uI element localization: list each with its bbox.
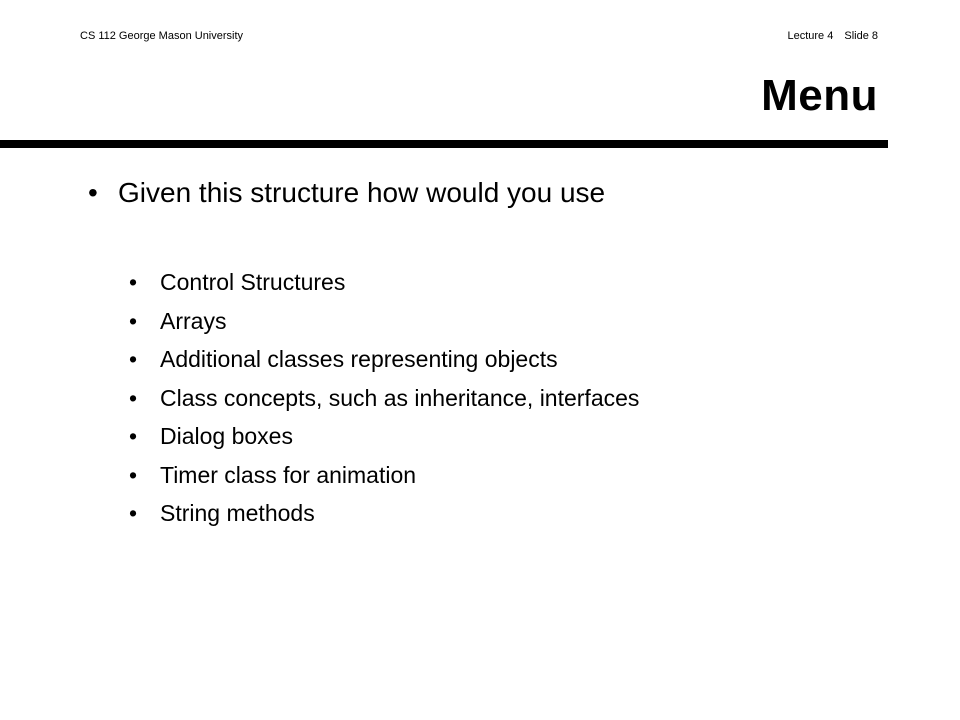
list-item-text: Dialog boxes: [160, 423, 293, 449]
course-header: CS 112 George Mason University: [80, 30, 244, 42]
bullet-icon: •: [129, 384, 138, 411]
bullet-icon: •: [129, 307, 138, 334]
list-item: [129, 263, 639, 302]
slide-number: Slide 8: [844, 30, 878, 42]
list-item: [129, 456, 639, 495]
bullet-icon: •: [129, 423, 138, 449]
bullet-icon: •: [129, 461, 138, 488]
sub-bullet-list: [129, 263, 639, 533]
slide-info: [787, 30, 878, 43]
lecture-label: Lecture 4: [787, 30, 834, 42]
main-bullet: [88, 172, 605, 214]
list-item: [129, 417, 639, 456]
list-item: [129, 302, 639, 341]
list-item-text: String methods: [160, 500, 315, 526]
list-item-text: Control Structures: [160, 269, 346, 295]
main-bullet-text: Given this structure how would you use: [118, 177, 606, 208]
bullet-icon: •: [129, 269, 138, 295]
slide-title: Menu: [761, 71, 878, 120]
bullet-icon: •: [129, 346, 138, 372]
list-item: [129, 494, 639, 533]
list-item-text: Timer class for animation: [160, 461, 417, 488]
list-item-text: Class concepts, such as inheritance, interfaces: [160, 384, 640, 411]
list-item: [129, 379, 639, 418]
title-divider: [0, 140, 888, 148]
list-item-text: Arrays: [160, 307, 227, 334]
list-item: [129, 340, 639, 379]
list-item-text: Additional classes representing objects: [160, 346, 558, 372]
bullet-icon: •: [129, 500, 138, 526]
bullet-icon: •: [88, 177, 98, 208]
